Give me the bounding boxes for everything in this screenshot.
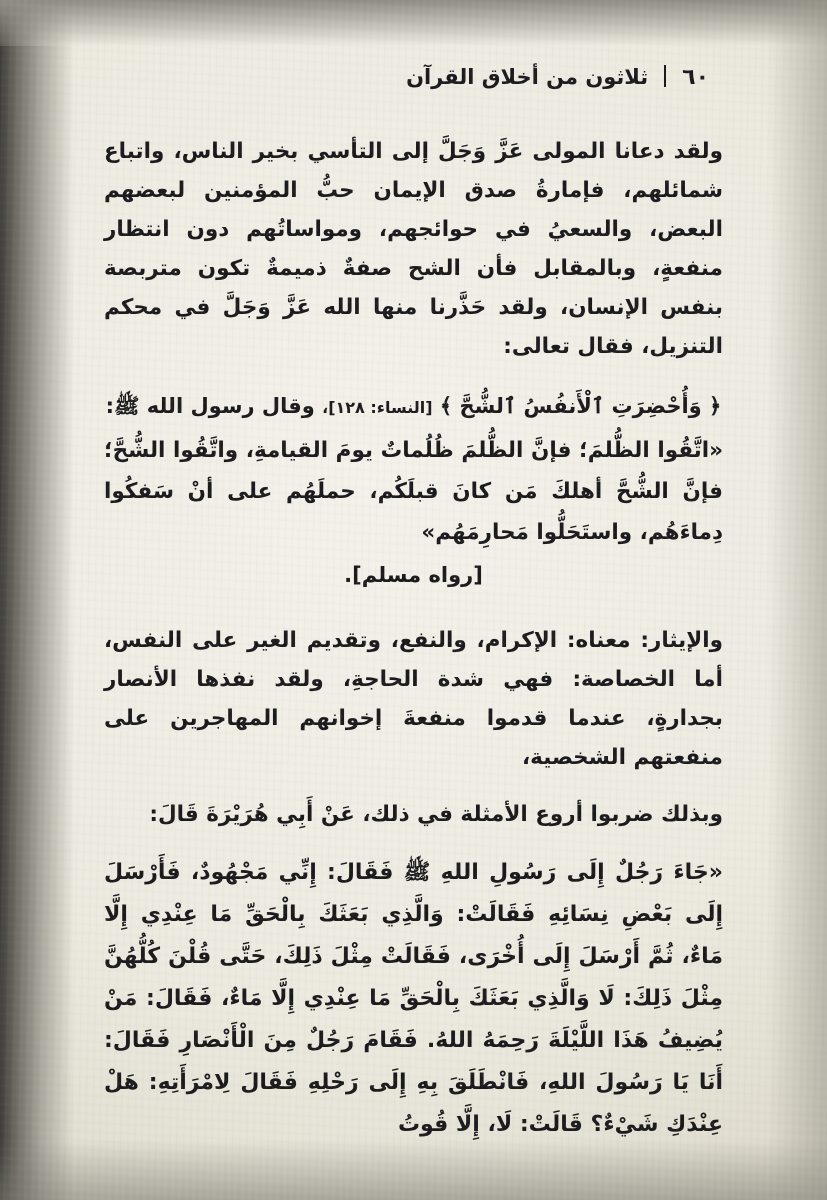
spacer	[104, 595, 723, 621]
hadith-1-body: «اتَّقُوا الظُّلمَ؛ فإنَّ الظُّلمَ ظُلُماتٌ يومَ القيامةِ، واتَّقُوا الشُّحَّ؛ فإنَّ الشُّحَّ أهلكَ مَن كانَ قبلَكُم، حملَهُم على أنْ سَفكُوا دِماءَهُم، واستَحَلُّوا مَحارِمَهُم»	[104, 438, 723, 545]
quran-reference: [النساء: ١٢٨]،	[322, 398, 433, 417]
spacer	[104, 779, 723, 795]
running-title: ثلاثون من أخلاق القرآن	[406, 65, 649, 89]
paragraph-3: وبذلك ضربوا أروع الأمثلة في ذلك، عَنْ أَبِي هُرَيْرَةَ قَالَ:	[149, 802, 723, 827]
page-body	[104, 132, 723, 1148]
page-edge-shadow-top	[0, 0, 827, 46]
paragraph-2: والإيثار: معناه: الإكرام، والنفع، وتقديم الغير على النفس، أما الخصاصة: فهي شدة الحاجةِ، ولقد نفذها الأنصار بجدارةٍ، عندما قدموا منفعةَ إخوانهم المهاجرين على منفعتهم الشخصية،	[104, 628, 723, 770]
page-edge-shadow-bottom	[0, 1140, 827, 1200]
running-head	[118, 62, 709, 90]
quran-verse-line	[104, 386, 723, 428]
quran-verse-text: ﴿ وَأُحْضِرَتِ ٱلْأَنفُسُ ٱلشُّحَّ ﴾	[439, 394, 722, 418]
paragraph-1: ولقد دعانا المولى عَزَّ وَجَلَّ إلى التأسي بخير الناس، واتباع شمائلهم، فإمارةُ صدق الإيمان حبُّ المؤمنين لبعضهم البعض، والسعيُ في حوائجهم، ومواساتُهم دون انتظار منفعةٍ، وبالمقابل فأن الشح صفةٌ ذميمةٌ تكون متربصة بنفس الإنسان، ولقد حَذَّرنا منها الله عَزَّ وَجَلَّ في محكم التنزيل، فقال تعالى:	[104, 139, 723, 359]
hadith-1-source: [رواه مسلم].	[344, 563, 483, 587]
header-divider	[664, 65, 666, 87]
hadith-1-text	[104, 430, 723, 553]
hadith-2-text: «جَاءَ رَجُلٌ إِلَى رَسُولِ اللهِ ﷺ فَقَالَ: إِنِّي مَجْهُودٌ، فَأَرْسَلَ إِلَى بَعْضِ نِسَائِهِ فَقَالَتْ: وَالَّذِي بَعَثَكَ بِالْحَقِّ مَا عِنْدِي إِلَّا مَاءٌ، ثُمَّ أَرْسَلَ إِلَى أُخْرَى، فَقَالَتْ مِثْلَ ذَلِكَ، حَتَّى قُلْنَ كُلُّهُنَّ مِثْلَ ذَلِكَ: لَا وَالَّذِي بَعَثَكَ بِالْحَقِّ مَا عِنْدِي إِلَّا مَاءٌ، فَقَالَ: مَنْ يُضِيفُ هَذَا اللَّيْلَةَ رَحِمَهُ اللهُ. فَقَامَ رَجُلٌ مِنَ الْأَنْصَارِ فَقَالَ: أَنَا يَا رَسُولَ اللهِ، فَانْطَلَقَ بِهِ إِلَى رَحْلِهِ فَقَالَ لِامْرَأَتِهِ: هَلْ عِنْدَكِ شَيْءٌ؟ قَالَتْ: لَا، إِلَّا قُوتُ	[104, 860, 723, 1137]
spacer	[104, 836, 723, 852]
spacer	[104, 368, 723, 384]
quran-after-text: وقال رسول الله ﷺ:	[105, 394, 315, 418]
page-edge-shadow-left	[0, 0, 74, 1200]
page-number: ٦٠	[682, 65, 709, 90]
page-edge-shadow-right	[767, 0, 827, 1200]
